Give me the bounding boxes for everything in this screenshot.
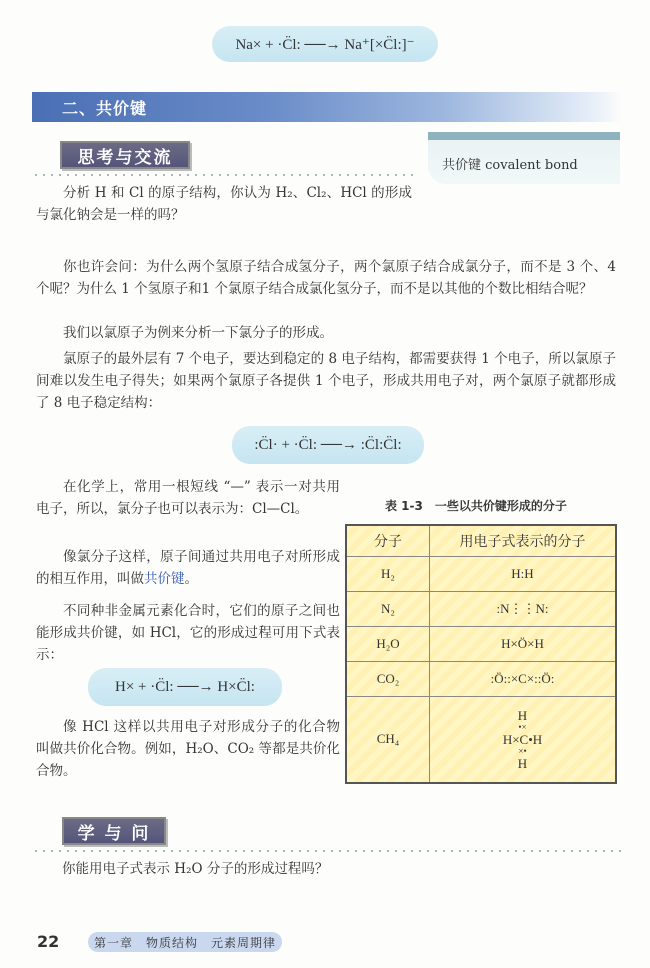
think-exchange-label: 思考与交流 xyxy=(77,147,173,168)
covalent-bond-term: 共价键 xyxy=(144,571,185,587)
ch4-line: H xyxy=(517,755,528,771)
nacl-formula-text: Na× + ·C̈l: ──→ Na⁺[×C̈l:]⁻ xyxy=(235,36,415,53)
think-exchange-question: 分析 H 和 Cl 的原子结构，你认为 H₂、Cl₂、HCl 的形成与氯化钠会是一样的吗？ xyxy=(36,185,412,223)
paragraph-3: 氯原子的最外层有 7 个电子，要达到稳定的 8 电子结构，都需要获得 1 个电子，所以氯原子间难以发生电子得失；如果两个氯原子各提供 1 个电子，形成共用电子对，两个氯原子就都形成了 8 电子稳定结构： xyxy=(36,351,616,411)
electron-formula-cell xyxy=(430,697,617,783)
paragraph-1: 你也许会问：为什么两个氢原子结合成氢分子，两个氯原子结合成氯分子，而不是 3 个、4 个呢？为什么 1 个氢原子和1 个氯原子结合成氯化氢分子，而不是以其他的个数比相结合呢？ xyxy=(36,259,616,297)
ch4-line: •× xyxy=(518,721,527,732)
section-header-bar xyxy=(32,92,622,122)
hcl-formula-text: H× + ·C̈l: ──→ H×C̈l: xyxy=(115,678,255,695)
table-header-electron-formula: 用电子式表示的分子 xyxy=(430,525,617,557)
table-row xyxy=(346,697,616,783)
table-row xyxy=(346,627,616,662)
paragraph-2: 我们以氯原子为例来分析一下氯分子的形成。 xyxy=(63,325,333,341)
section-title: 二、共价键 xyxy=(62,99,148,118)
molecule-cell: N₂ xyxy=(346,592,430,627)
electron-formula-cell: H×Ö×H xyxy=(430,627,617,662)
molecule-cell: H₂O xyxy=(346,627,430,662)
electron-formula-cell: :Ö::×C×::Ö: xyxy=(430,662,617,697)
molecule-cell: CH₄ xyxy=(346,697,430,783)
ch4-line: ×• xyxy=(518,745,527,756)
dotted-divider xyxy=(32,850,622,852)
table-row xyxy=(346,592,616,627)
cl2-formation-formula xyxy=(232,426,424,464)
electron-formula-cell: H:H xyxy=(430,557,617,592)
cl2-formula-text: :C̈l· + ·C̈l: ──→ :C̈l:C̈l: xyxy=(254,436,402,453)
learn-ask-question: 你能用电子式表示 H₂O 分子的形成过程吗？ xyxy=(62,861,329,877)
paragraph-5-text: 像氯分子这样，原子间通过共用电子对所形成的相互作用，叫做 xyxy=(36,549,340,587)
paragraph-6: 不同种非金属元素化合时，它们的原子之间也能形成共价键，如 HCl，它的形成过程可用下式表示： xyxy=(36,603,340,663)
molecule-cell: H₂ xyxy=(346,557,430,592)
covalent-molecules-table xyxy=(345,524,617,784)
learn-ask-label: 学 与 问 xyxy=(77,823,151,844)
table-header-row xyxy=(346,525,616,557)
molecule-cell: CO₂ xyxy=(346,662,430,697)
paragraph-4: 在化学上，常用一根短线 “—” 表示一对共用电子，所以，氯分子也可以表示为：Cl—Cl。 xyxy=(36,479,340,517)
table-row xyxy=(346,557,616,592)
table-header-molecule: 分子 xyxy=(346,525,430,557)
think-exchange-tag xyxy=(60,141,190,169)
paragraph-7: 像 HCl 这样以共用电子对形成分子的化合物叫做共价化合物。例如，H₂O、CO₂ 等都是共价化合物。 xyxy=(36,719,340,779)
electron-formula-cell: :N⋮⋮N: xyxy=(430,592,617,627)
table-row xyxy=(346,662,616,697)
ch4-line: H xyxy=(517,707,528,723)
chapter-title: 第一章 物质结构 元素周期律 xyxy=(93,935,276,950)
paragraph-5-end: 。 xyxy=(184,571,198,587)
ch4-line: H×C•H xyxy=(502,731,543,747)
hcl-formation-formula xyxy=(88,668,282,706)
side-note-box xyxy=(428,132,620,184)
learn-ask-tag xyxy=(62,817,166,845)
side-note-bar xyxy=(428,132,620,140)
dotted-divider xyxy=(32,174,416,176)
table-caption: 表 1-3 一些以共价键形成的分子 xyxy=(385,499,567,513)
chapter-label xyxy=(88,932,282,952)
side-note-term: 共价键 covalent bond xyxy=(442,158,578,173)
page-number: 22 xyxy=(37,932,60,951)
paragraph-5 xyxy=(36,546,340,590)
nacl-formation-formula xyxy=(212,26,438,62)
